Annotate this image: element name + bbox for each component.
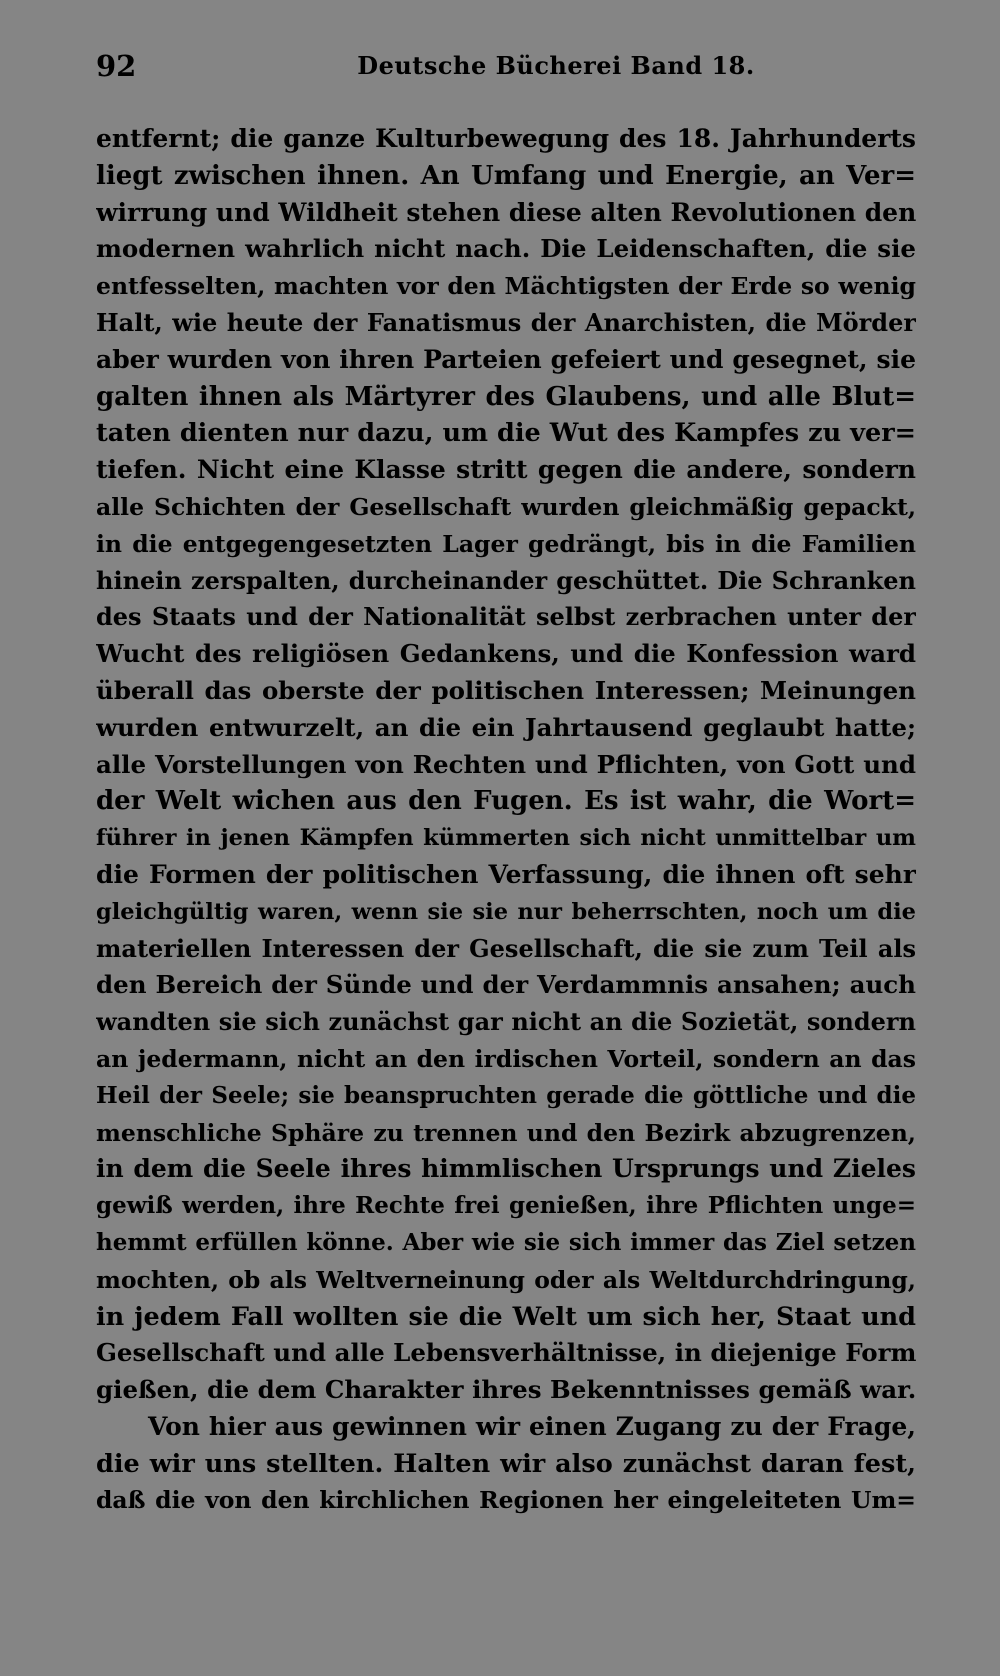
text-line: führer in jenen Kämpfen kümmerten sich nicht unmittelbar um: [96, 825, 916, 852]
text-line: den Bereich der Sünde und der Verdammnis ansahen; auch: [96, 970, 916, 1000]
text-line: gleichgültig waren, wenn sie sie nur beherrschten, noch um die: [96, 898, 916, 925]
body-text: [96, 121, 916, 1519]
text-line: mochten, ob als Weltverneinung oder als Weltdurchdringung,: [96, 1265, 916, 1294]
text-line: hinein zerspalten, durcheinander geschüttet. Die Schranken: [96, 565, 916, 595]
text-line: materiellen Interessen der Gesellschaft, die sie zum Teil als: [96, 933, 916, 963]
text-line: des Staats und der Nationalität selbst zerbrachen unter der: [96, 602, 916, 632]
text-line: entfesselten, machten vor den Mächtigsten der Erde so wenig: [96, 272, 916, 301]
text-line: die wir uns stellten. Halten wir also zunächst daran fest,: [96, 1448, 916, 1479]
text-line: Halt, wie heute der Fanatismus der Anarchisten, die Mörder: [96, 307, 916, 337]
text-line: Gesellschaft und alle Lebensverhältnisse, in diejenige Form: [96, 1338, 916, 1368]
text-line: an jedermann, nicht an den irdischen Vorteil, sondern an das: [96, 1044, 916, 1073]
text-line: Wucht des religiösen Gedankens, und die Konfession ward: [96, 639, 916, 669]
text-line: aber wurden von ihren Parteien gefeiert und gesegnet, sie: [96, 344, 916, 374]
page-number: 92: [96, 49, 137, 83]
text-line: taten dienten nur dazu, um die Wut des Kampfes zu ver=: [96, 418, 916, 449]
text-line: gewiß werden, ihre Rechte frei genießen, ihre Pflichten unge=: [96, 1192, 916, 1220]
running-title: Deutsche Bücherei Band 18.: [357, 51, 755, 80]
paragraph-start-line: Von hier aus gewinnen wir einen Zugang zu der Frage,: [148, 1411, 916, 1441]
text-line: Heil der Seele; sie beanspruchten gerade die göttliche und die: [96, 1081, 916, 1109]
text-line: liegt zwischen ihnen. An Umfang und Energie, an Ver=: [96, 160, 916, 191]
text-line: in jedem Fall wollten sie die Welt um sich her, Staat und: [96, 1301, 916, 1332]
text-line: der Welt wichen aus den Fugen. Es ist wahr, die Wort=: [96, 786, 916, 817]
text-line: wurden entwurzelt, an die ein Jahrtausend geglaubt hatte;: [96, 712, 916, 742]
text-line: modernen wahrlich nicht nach. Die Leidenschaften, die sie: [96, 234, 916, 264]
text-line: hemmt erfüllen könne. Aber wie sie sich immer das Ziel setzen: [96, 1228, 916, 1256]
text-line: in dem die Seele ihres himmlischen Ursprungs und Zieles: [96, 1154, 916, 1184]
text-line: wirrung und Wildheit stehen diese alten Revolutionen den: [96, 197, 916, 227]
text-line: entfernt; die ganze Kulturbewegung des 18. Jahrhunderts: [96, 124, 916, 153]
text-line: galten ihnen als Märtyrer des Glaubens, und alle Blut=: [96, 381, 916, 412]
text-line: menschliche Sphäre zu trennen und den Bezirk abzugrenzen,: [96, 1118, 916, 1147]
text-line: die Formen der politischen Verfassung, die ihnen oft sehr: [96, 859, 916, 889]
paragraph-end-line: gießen, die dem Charakter ihres Bekenntnisses gemäß war.: [96, 1375, 916, 1405]
text-line: daß die von den kirchlichen Regionen her eingeleiteten Um=: [96, 1486, 916, 1515]
text-line: alle Vorstellungen von Rechten und Pflichten, von Gott und: [96, 749, 916, 779]
text-line: in die entgegengesetzten Lager gedrängt, bis in die Familien: [96, 529, 916, 558]
page-header: [96, 44, 916, 88]
text-line: überall das oberste der politischen Interessen; Meinungen: [96, 675, 916, 705]
text-line: tiefen. Nicht eine Klasse stritt gegen die andere, sondern: [96, 455, 916, 485]
text-line: wandten sie sich zunächst gar nicht an die Sozietät, sondern: [96, 1007, 916, 1037]
text-line: alle Schichten der Gesellschaft wurden gleichmäßig gepackt,: [96, 492, 916, 521]
